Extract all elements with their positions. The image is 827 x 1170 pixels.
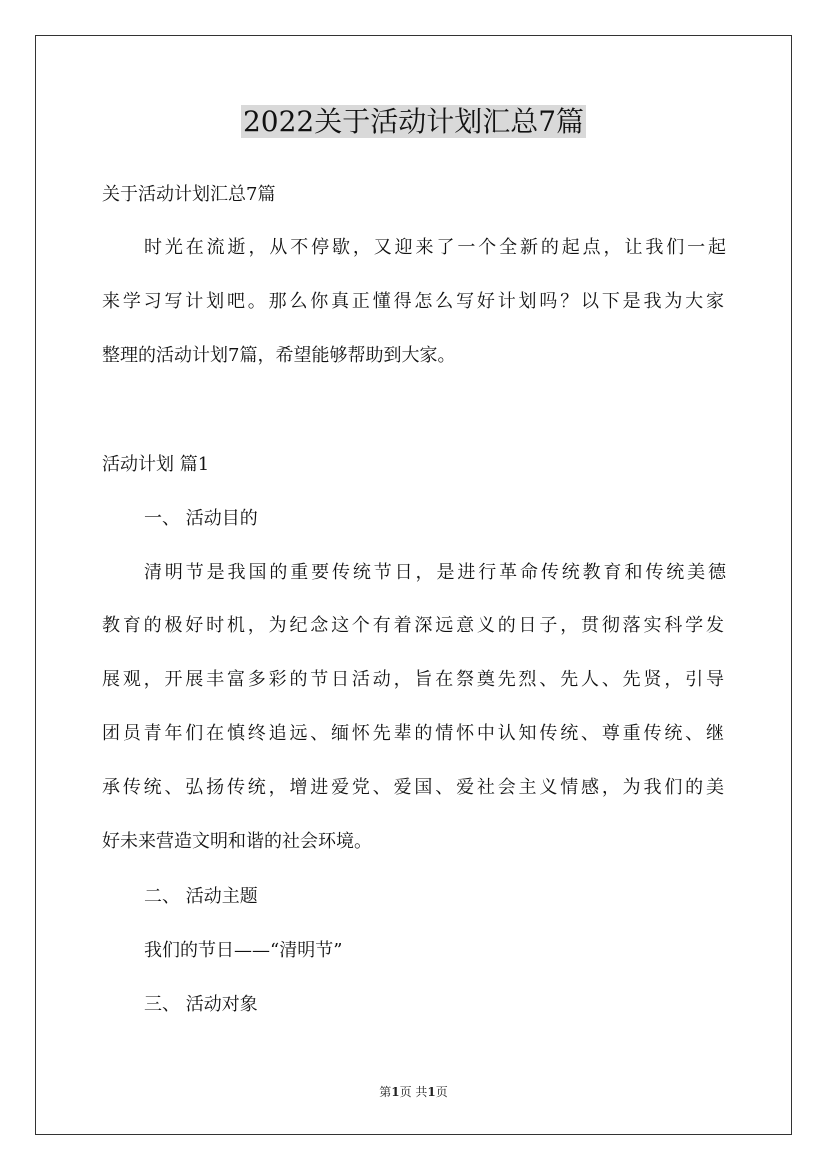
item-3-heading: 三、 活动对象 (144, 994, 258, 1015)
footer-suffix: 页 (435, 1085, 448, 1099)
purpose-line-3: 展观，开展丰富多彩的节日活动，旨在祭奠先烈、先人、先贤，引导 (102, 669, 724, 690)
document-title-text: 2022关于活动计划汇总7篇 (242, 105, 585, 138)
document-title (0, 100, 827, 144)
purpose-line-6: 好未来营造文明和谐的社会环境。 (102, 831, 372, 852)
intro-line-2: 来学习写计划吧。那么你真正懂得怎么写好计划吗？以下是我为大家 (102, 291, 724, 312)
item-2-heading: 二、 活动主题 (144, 886, 258, 907)
page-footer (0, 1084, 827, 1100)
footer-total-pages: 1 (427, 1085, 436, 1099)
purpose-line-5: 承传统、弘扬传统，增进爱党、爱国、爱社会主义情感，为我们的美 (102, 777, 724, 798)
section-heading: 活动计划 篇1 (102, 454, 210, 475)
purpose-line-4: 团员青年们在慎终追远、缅怀先辈的情怀中认知传统、尊重传统、继 (102, 723, 724, 744)
item-1-heading: 一、 活动目的 (144, 508, 258, 529)
purpose-line-2: 教育的极好时机，为纪念这个有着深远意义的日子，贯彻落实科学发 (102, 615, 724, 636)
footer-page-number: 1 (391, 1085, 400, 1099)
intro-line-3: 整理的活动计划7篇，希望能够帮助到大家。 (102, 345, 456, 366)
document-subtitle: 关于活动计划汇总7篇 (102, 184, 276, 205)
footer-mid: 页 共 (399, 1085, 428, 1099)
purpose-line-1: 清明节是我国的重要传统节日，是进行革命传统教育和传统美德 (144, 562, 726, 583)
footer-prefix: 第 (379, 1085, 392, 1099)
theme-text: 我们的节日——“清明节” (144, 940, 343, 961)
intro-line-1: 时光在流逝，从不停歇，又迎来了一个全新的起点，让我们一起 (144, 237, 726, 258)
